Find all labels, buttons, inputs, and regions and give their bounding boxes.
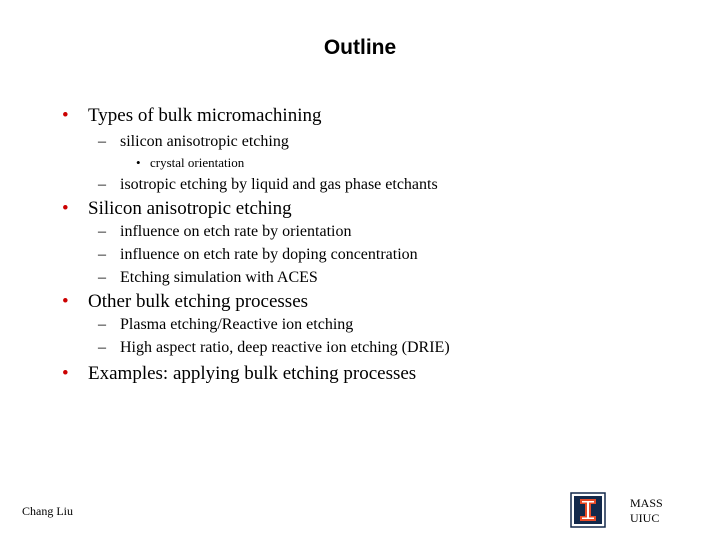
bullet-item-1 (62, 105, 321, 127)
bullet-text: Types of bulk micromachining (88, 105, 322, 126)
sub-sub-item-text: crystal orientation (150, 155, 245, 170)
bullet-item-4 (62, 363, 416, 385)
dash-icon: – (98, 246, 106, 263)
dash-icon: – (98, 339, 106, 356)
dash-icon: – (98, 316, 106, 333)
sub-item (98, 316, 353, 334)
bullet-item-2 (62, 198, 292, 220)
slide-title: Outline (323, 36, 397, 59)
bullet-icon: • (136, 155, 141, 170)
footer-lab-line1: MASS (630, 496, 663, 510)
bullet-item-3 (62, 291, 308, 313)
sub-item-text: isotropic etching by liquid and gas phase etchants (120, 176, 438, 193)
sub-sub-item (136, 155, 244, 171)
bullet-text: Examples: applying bulk etching processes (88, 363, 417, 384)
dash-icon: – (98, 223, 106, 240)
bullet-icon: • (62, 291, 69, 312)
sub-item-text: Etching simulation with ACES (120, 269, 318, 286)
sub-item (98, 246, 418, 264)
footer-author: Chang Liu (22, 504, 73, 518)
sub-item (98, 176, 438, 194)
sub-item-text: influence on etch rate by orientation (120, 223, 352, 240)
dash-icon: – (98, 176, 106, 193)
sub-item-text: High aspect ratio, deep reactive ion etching (DRIE) (120, 339, 450, 356)
bullet-icon: • (62, 363, 69, 384)
sub-item (98, 223, 351, 241)
footer-lab-line2: UIUC (630, 511, 660, 525)
sub-item-text: Plasma etching/Reactive ion etching (120, 316, 354, 333)
bullet-text: Silicon anisotropic etching (88, 198, 292, 219)
dash-icon: – (98, 133, 106, 150)
bullet-icon: • (62, 198, 69, 219)
sub-item (98, 133, 289, 151)
university-logo-icon (570, 492, 606, 528)
footer-lab (630, 496, 663, 526)
sub-item-text: influence on etch rate by doping concentration (120, 246, 418, 263)
bullet-icon: • (62, 105, 69, 126)
sub-item-text: silicon anisotropic etching (120, 133, 289, 150)
sub-item (98, 339, 450, 357)
bullet-text: Other bulk etching processes (88, 291, 309, 312)
dash-icon: – (98, 269, 106, 286)
sub-item (98, 269, 318, 287)
